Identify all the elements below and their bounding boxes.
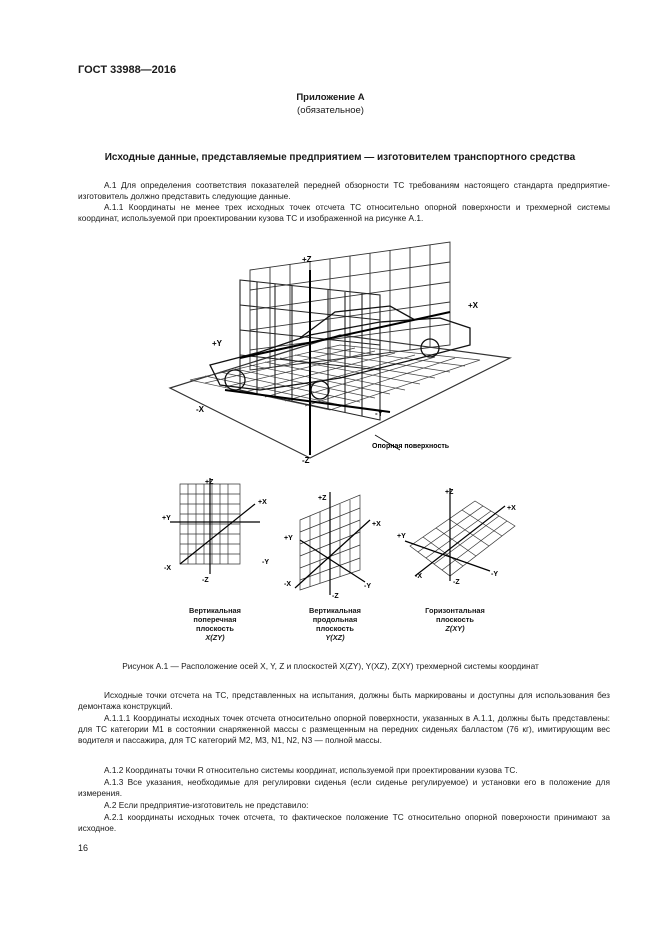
sub3-y-plus: +Y (397, 533, 406, 540)
sub3-z-minus: -Z (453, 579, 460, 586)
sub1-z-plus: +Z (205, 479, 214, 486)
main-x-minus-label: -X (196, 405, 204, 414)
page-number: 16 (78, 843, 89, 853)
subcaption-xzy: Вертикальная поперечная плоскость X(ZY) (189, 606, 241, 642)
subcaption-zxy: Горизонтальная плоскость Z(XY) (425, 606, 485, 633)
subfigure-zxy (395, 486, 525, 586)
sub3-x-minus: -X (415, 573, 422, 580)
subfigure-yxz (280, 490, 390, 600)
main-y-plus-label: +Y (212, 339, 223, 348)
sub3-x-plus: +X (507, 505, 516, 512)
paragraph-a1-1: А.1.1 Координаты не менее трех исходных точек отсчета ТС относительно опорной поверхности и трехмерной системы координат, используемой при проектировании кузова ТС и изображенной на рисунке А.1. (78, 202, 610, 223)
main-z-plus-label: +Z (302, 255, 312, 264)
section-title: Исходные данные, представляемые предприятием — изготовителем транспортного средства (104, 152, 576, 163)
paragraph-a1-3: А.1.3 Все указания, необходимые для регулировки сиденья (если сиденье регулируемое) и установки его в положение для измерения. (78, 777, 610, 798)
sub1-x-plus: +X (258, 499, 267, 506)
sub2-x-minus: -X (284, 581, 291, 588)
sub2-z-minus: -Z (332, 593, 339, 600)
sub1-x-minus: -X (164, 565, 171, 572)
paragraph-a1: А.1 Для определения соответствия показателей передней обзорности ТС требованиям настоящего стандарта предприятие-изготовитель должно представить следующие данные. (78, 180, 610, 201)
standard-header: ГОСТ 33988—2016 (78, 64, 177, 76)
paragraph-marking: Исходные точки отсчета на ТС, представленных на испытания, должны быть маркированы и доступны для использования без демонтажа конструкций. (78, 690, 610, 711)
main-z-minus-label: -Z (302, 456, 310, 465)
subfigure-xzy (160, 474, 280, 584)
main-x-plus-label: +X (468, 301, 479, 310)
surface-label: Опорная поверхность (372, 443, 450, 450)
sub3-z-plus: +Z (445, 489, 454, 496)
sub2-y-minus: -Y (364, 583, 371, 590)
sub1-y-plus: +Y (162, 515, 171, 522)
transverse-grid (250, 242, 450, 370)
reference-surface (170, 335, 510, 458)
sub2-y-plus: +Y (284, 535, 293, 542)
figure-caption: Рисунок А.1 — Расположение осей X, Y, Z и плоскостей X(ZY), Y(XZ), Z(XY) трехмерной системы координат (122, 661, 539, 671)
main-coordinate-figure (150, 240, 530, 465)
paragraph-a2: А.2 Если предприятие-изготовитель не представило: (104, 800, 309, 810)
sub1-y-minus: -Y (262, 559, 269, 566)
appendix-status: (обязательное) (297, 105, 364, 116)
main-y-minus-label: -Y (375, 409, 383, 418)
sub3-y-minus: -Y (491, 571, 498, 578)
sub2-x-plus: +X (372, 521, 381, 528)
sub2-z-plus: +Z (318, 495, 327, 502)
subcaption-yxz: Вертикальная продольная плоскость Y(XZ) (309, 606, 361, 642)
paragraph-a1-1-1: А.1.1.1 Координаты исходных точек отсчета относительно опорной поверхности, указанных в А.1.1, должны быть представлены: для ТС категории М1 в состоянии снаряженной массы с размещенным на передних сиденьях балластом (76 кг), имитирующим вес водителя и пассажира, для ТС категорий М2, М3, N1, N2, N3 — полной массы. (78, 713, 610, 745)
sub1-z-minus: -Z (202, 577, 209, 584)
paragraph-a1-2: А.1.2 Координаты точки R относительно системы координат, используемой при проектировании кузова ТС. (104, 765, 518, 775)
paragraph-a2-1: А.2.1 координаты исходных точек отсчета, то фактическое положение ТС относительно опорной поверхности принимают за исходное. (78, 812, 610, 833)
appendix-title: Приложение А (296, 92, 365, 103)
